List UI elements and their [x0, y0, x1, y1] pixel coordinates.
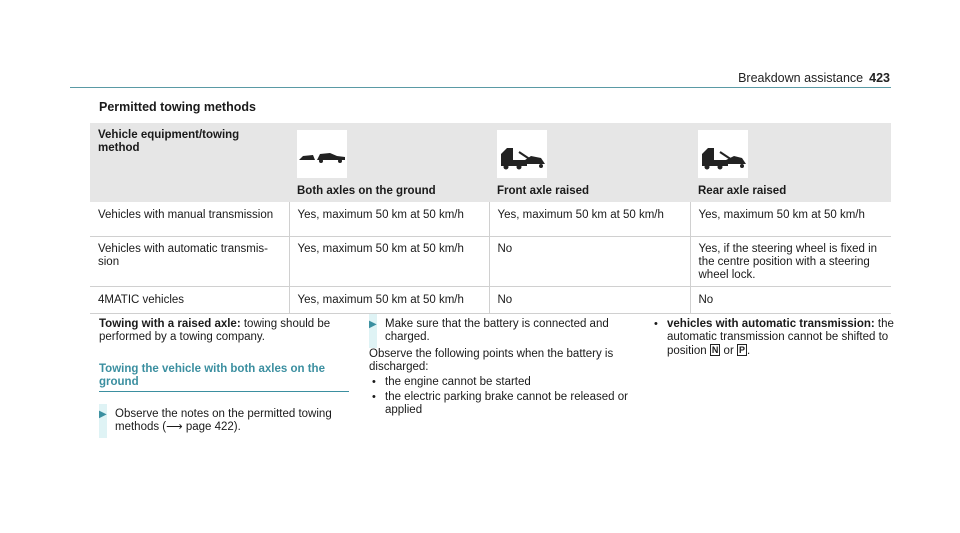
step-arrow-icon: ▶ [99, 409, 107, 420]
table-header-vehicle: Vehicle equipment/towing method [98, 129, 240, 154]
car-on-ground-icon [297, 130, 347, 178]
column-2 [369, 318, 631, 417]
row-cell: No [489, 237, 690, 287]
subheading-both-axles: Towing the vehicle with both axles on the ground [99, 363, 349, 392]
list-item [369, 391, 631, 417]
list-item-text: the electric parking brake cannot be released or applied [385, 391, 628, 416]
row-cell: No [690, 287, 891, 314]
row-cell: Yes, maximum 50 km at 50 km/h [489, 202, 690, 237]
row-vehicle: 4MATIC vehicles [90, 287, 289, 314]
step-text: Make sure that the battery is connected and charged. [385, 318, 609, 343]
front-raised-label: Front axle raised [497, 185, 590, 197]
row-cell: Yes, if the steering wheel is fixed in the centre position with a steering wheel lock. [690, 237, 891, 287]
both-axles-label: Both axles on the ground [297, 185, 436, 197]
table-row [90, 202, 891, 237]
row-cell: Yes, maximum 50 km at 50 km/h [289, 237, 489, 287]
table-header-front-raised [489, 123, 690, 202]
row-cell: Yes, maximum 50 km at 50 km/h [690, 202, 891, 237]
bullet-icon: • [372, 391, 376, 403]
table-header-row [90, 123, 891, 202]
row-cell: Yes, maximum 50 km at 50 km/h [289, 202, 489, 237]
raised-axle-note [99, 318, 349, 344]
row-cell: No [489, 287, 690, 314]
list-item-text: the engine cannot be started [385, 376, 531, 388]
step-arrow-icon: ▶ [369, 319, 377, 330]
table-row [90, 287, 891, 314]
step-battery [369, 318, 631, 344]
list-item [651, 318, 896, 358]
step-text: Observe the notes on the permitted towing methods ( [115, 408, 332, 433]
automatic-lead: vehicles with automatic transmission: [667, 318, 875, 330]
towing-methods-table [90, 123, 891, 314]
column-3 [651, 318, 896, 358]
page-header [738, 71, 890, 85]
row-cell: Yes, maximum 50 km at 50 km/h [289, 287, 489, 314]
table-row [90, 237, 891, 287]
rear-raised-label: Rear axle raised [698, 185, 787, 197]
list-item [369, 376, 631, 389]
tow-truck-rear-raised-icon [698, 130, 748, 178]
header-rule [70, 87, 891, 88]
row-vehicle: Vehicles with automatic transmis-sion [90, 237, 289, 287]
gear-n-key: N [711, 345, 719, 355]
page-ref-link[interactable]: page 422). [185, 421, 241, 433]
gear-p-key: P [738, 345, 745, 355]
battery-intro: Observe the following points when the battery is discharged: [369, 348, 614, 373]
tow-truck-front-raised-icon [497, 130, 547, 178]
raised-axle-text: towing should be performed by a towing company. [99, 318, 331, 343]
bullet-icon: • [654, 318, 658, 330]
column-1 [99, 318, 349, 434]
table-header-both-axles [289, 123, 489, 202]
page-ref-arrow-icon: ⟶ [166, 421, 183, 433]
or-text: or [723, 345, 734, 357]
raised-axle-lead: Towing with a raised axle: [99, 318, 241, 330]
row-vehicle: Vehicles with manual transmission [90, 202, 289, 237]
automatic-text: the automatic transmission cannot be shifted to position [667, 318, 894, 357]
step-observe-notes [99, 408, 349, 434]
end-text: . [747, 345, 751, 357]
header-title: Breakdown assistance [738, 71, 864, 85]
section-title: Permitted towing methods [99, 100, 256, 114]
page-number: 423 [869, 71, 890, 85]
table-header-rear-raised [690, 123, 891, 202]
bullet-icon: • [372, 376, 376, 388]
